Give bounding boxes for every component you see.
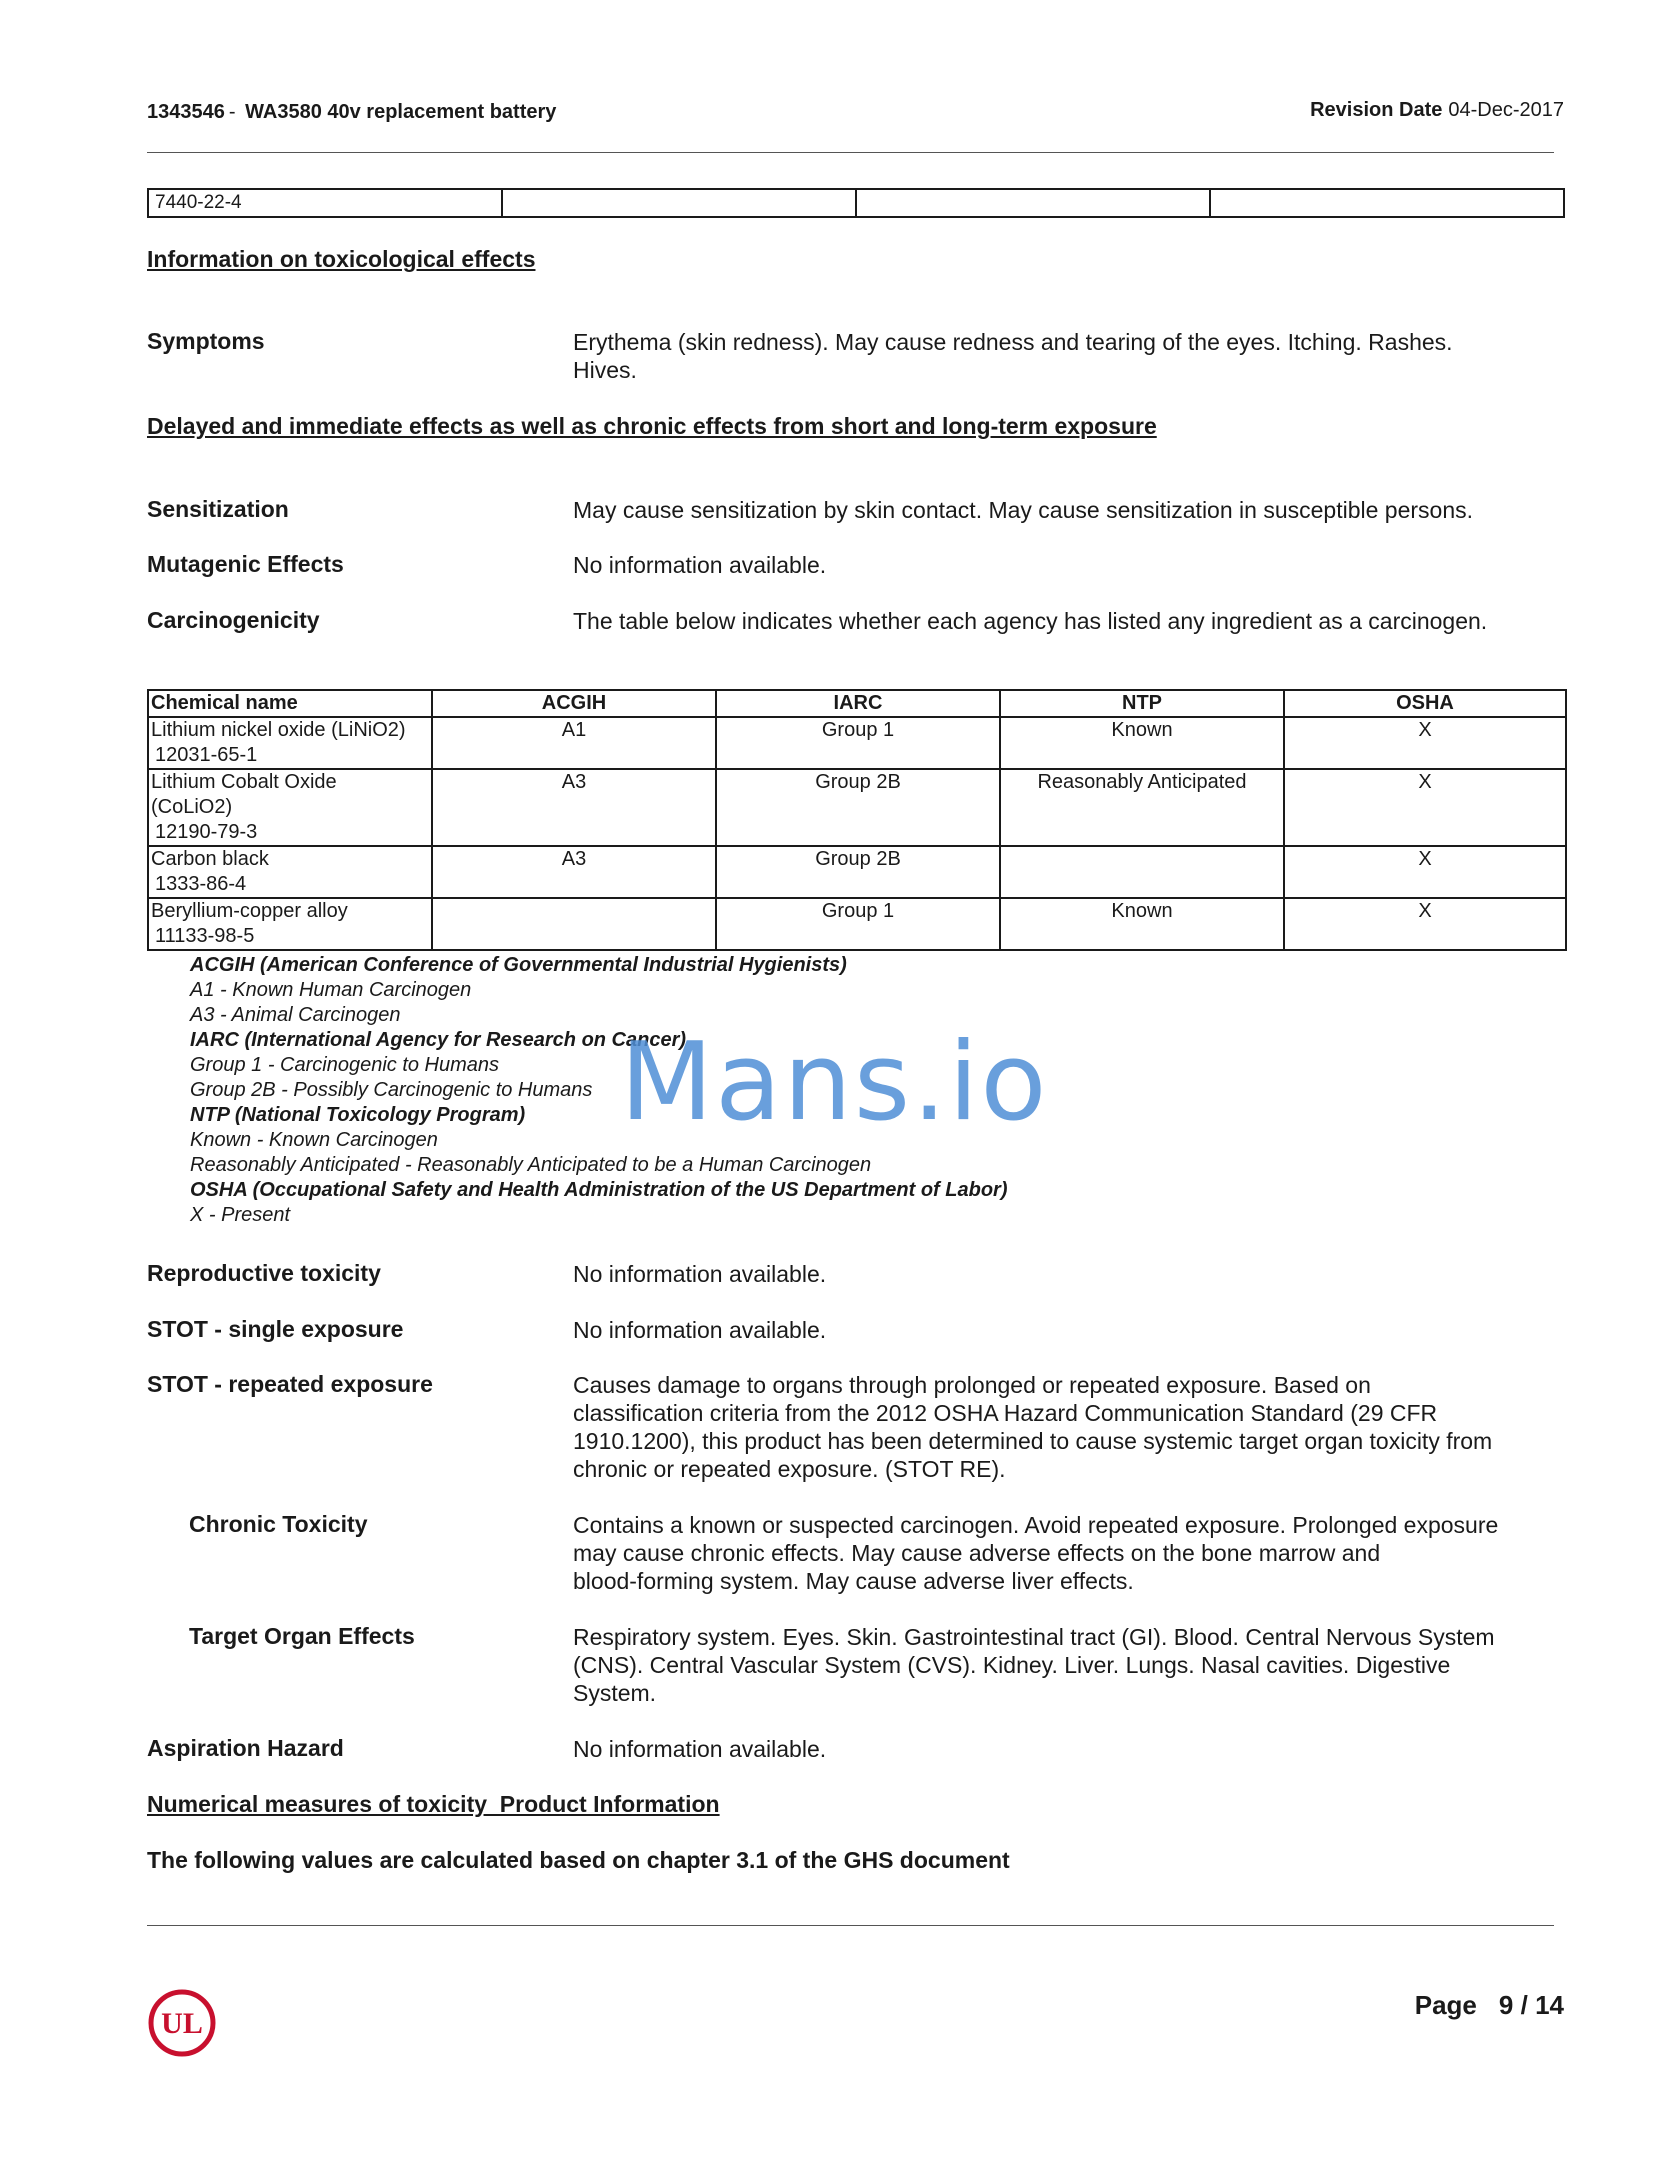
- page-current: 9: [1498, 1990, 1514, 2020]
- legend-osha-x: X - Present: [190, 1204, 291, 1226]
- text-line: System.: [573, 1680, 657, 1706]
- acgih-cell: A3: [432, 846, 716, 898]
- table-cell: 7440-22-4: [148, 189, 502, 217]
- header-product: [147, 101, 556, 124]
- legend-ntp-ra: Reasonably Anticipated - Reasonably Anticipated to be a Human Carcinogen: [190, 1154, 872, 1176]
- revision-date: 04-Dec-2017: [1448, 99, 1564, 121]
- osha-cell: X: [1284, 898, 1566, 950]
- text-line: (CNS). Central Vascular System (CVS). Kidney. Liver. Lungs. Nasal cavities. Digestive: [573, 1652, 1451, 1678]
- chemical-name: Beryllium-copper alloy: [151, 900, 348, 922]
- ul-logo-icon: [147, 1988, 217, 2058]
- stot-repeated-label: STOT - repeated exposure: [147, 1371, 433, 1397]
- aspiration-value: No information available.: [573, 1736, 827, 1762]
- chemical-name-cell: [148, 769, 432, 846]
- table-row: [148, 189, 1564, 217]
- col-header-chemical: Chemical name: [148, 690, 432, 717]
- iarc-cell: Group 2B: [716, 846, 1000, 898]
- header-rule: [147, 152, 1554, 153]
- legend-acgih-a1: A1 - Known Human Carcinogen: [190, 979, 472, 1001]
- ntp-cell: Known: [1000, 717, 1284, 769]
- col-header-ntp: NTP: [1000, 690, 1284, 717]
- ntp-cell: Reasonably Anticipated: [1000, 769, 1284, 846]
- table-header-row: [148, 690, 1566, 717]
- stot-repeated-value: [573, 1371, 1573, 1483]
- iarc-cell: Group 1: [716, 717, 1000, 769]
- legend-ntp-title: NTP (National Toxicology Program): [190, 1104, 526, 1126]
- col-header-acgih: ACGIH: [432, 690, 716, 717]
- page-total: 14: [1535, 1990, 1564, 2020]
- sensitization-label: Sensitization: [147, 496, 289, 522]
- table-cell: [856, 189, 1210, 217]
- carcinogen-table: [147, 689, 1567, 951]
- text-line: may cause chronic effects. May cause adverse effects on the bone marrow and: [573, 1540, 1381, 1566]
- legend-ntp-known: Known - Known Carcinogen: [190, 1129, 438, 1151]
- reproductive-value: No information available.: [573, 1261, 827, 1287]
- stot-single-label: STOT - single exposure: [147, 1316, 404, 1342]
- table-cell: [1210, 189, 1564, 217]
- acgih-cell: A3: [432, 769, 716, 846]
- chemical-name: Carbon black: [151, 848, 269, 870]
- text-line: 1910.1200), this product has been determined to cause systemic target organ toxicity from: [573, 1428, 1493, 1454]
- reproductive-label: Reproductive toxicity: [147, 1260, 381, 1286]
- col-header-iarc: IARC: [716, 690, 1000, 717]
- cas-number: 11133-98-5: [155, 925, 255, 947]
- acgih-cell: A1: [432, 717, 716, 769]
- legend-acgih-a3: A3 - Animal Carcinogen: [190, 1004, 401, 1026]
- cas-number: 1333-86-4: [155, 873, 247, 895]
- table-row: [148, 717, 1566, 769]
- legend-acgih-title: ACGIH (American Conference of Governmental Industrial Hygienists): [190, 954, 847, 976]
- stot-single-value: No information available.: [573, 1317, 827, 1343]
- osha-cell: X: [1284, 717, 1566, 769]
- header-separator: -: [228, 101, 236, 123]
- delayed-effects-heading: Delayed and immediate effects as well as chronic effects from short and long-term exposure: [147, 413, 1157, 439]
- text-line: Respiratory system. Eyes. Skin. Gastrointestinal tract (GI). Blood. Central Nervous System: [573, 1624, 1495, 1650]
- chronic-value: [573, 1511, 1573, 1595]
- osha-cell: X: [1284, 769, 1566, 846]
- target-organ-value: [573, 1623, 1573, 1707]
- chronic-label: Chronic Toxicity: [189, 1511, 368, 1537]
- numerical-measures-heading: Numerical measures of toxicity Product Information: [147, 1791, 720, 1817]
- page-label: Page: [1414, 1990, 1477, 2020]
- chemical-name-cell: [148, 717, 432, 769]
- carcinogenicity-value: The table below indicates whether each agency has listed any ingredient as a carcinogen.: [573, 608, 1488, 634]
- chemical-name-cont: (CoLiO2): [151, 796, 233, 818]
- symptoms-label: Symptoms: [147, 328, 265, 354]
- symptoms-value: [573, 328, 1573, 384]
- text-line: blood-forming system. May cause adverse liver effects.: [573, 1568, 1134, 1594]
- chemical-name-cell: [148, 846, 432, 898]
- sensitization-value: May cause sensitization by skin contact. May cause sensitization in susceptible persons.: [573, 497, 1473, 523]
- table-cell: [502, 189, 856, 217]
- mutagenic-label: Mutagenic Effects: [147, 551, 344, 577]
- chemical-name: Lithium Cobalt Oxide: [151, 771, 337, 793]
- chemical-name-cell: [148, 898, 432, 950]
- revision-label: Revision Date: [1310, 99, 1443, 121]
- osha-cell: X: [1284, 846, 1566, 898]
- ul-logo-text: UL: [161, 2007, 203, 2040]
- chemical-name: Lithium nickel oxide (LiNiO2): [151, 719, 406, 741]
- col-header-osha: OSHA: [1284, 690, 1566, 717]
- product-name: WA3580 40v replacement battery: [245, 101, 557, 123]
- ghs-note: The following values are calculated based on chapter 3.1 of the GHS document: [147, 1847, 1010, 1873]
- cas-number: 12190-79-3: [155, 821, 258, 843]
- watermark: Mans.io: [620, 1020, 1049, 1145]
- cas-number: 12031-65-1: [155, 744, 258, 766]
- ntp-cell: [1000, 846, 1284, 898]
- header-revision: [1310, 99, 1564, 122]
- text-line: Hives.: [573, 357, 637, 383]
- iarc-cell: Group 2B: [716, 769, 1000, 846]
- page-separator: /: [1520, 1990, 1528, 2020]
- text-line: Erythema (skin redness). May cause redness and tearing of the eyes. Itching. Rashes.: [573, 329, 1453, 355]
- carcinogenicity-label: Carcinogenicity: [147, 607, 320, 633]
- page-number: [1415, 1990, 1564, 2021]
- footer-rule: [147, 1925, 1554, 1926]
- tox-effects-heading: Information on toxicological effects: [147, 246, 536, 272]
- table-row: [148, 846, 1566, 898]
- continuation-table: [147, 188, 1565, 218]
- acgih-cell: [432, 898, 716, 950]
- ntp-cell: Known: [1000, 898, 1284, 950]
- mutagenic-value: No information available.: [573, 552, 827, 578]
- table-row: [148, 769, 1566, 846]
- target-organ-label: Target Organ Effects: [189, 1623, 415, 1649]
- aspiration-label: Aspiration Hazard: [147, 1735, 344, 1761]
- legend-osha-title: OSHA (Occupational Safety and Health Administration of the US Department of Labor): [190, 1179, 1008, 1201]
- text-line: Causes damage to organs through prolonged or repeated exposure. Based on: [573, 1372, 1371, 1398]
- iarc-cell: Group 1: [716, 898, 1000, 950]
- text-line: Contains a known or suspected carcinogen. Avoid repeated exposure. Prolonged exposure: [573, 1512, 1499, 1538]
- legend-iarc-title: IARC (International Agency for Research on Cancer): [190, 1029, 687, 1051]
- doc-id: 1343546: [147, 101, 225, 123]
- legend-iarc-g1: Group 1 - Carcinogenic to Humans: [190, 1054, 500, 1076]
- table-row: [148, 898, 1566, 950]
- text-line: chronic or repeated exposure. (STOT RE).: [573, 1456, 1006, 1482]
- legend-iarc-g2b: Group 2B - Possibly Carcinogenic to Humans: [190, 1079, 593, 1101]
- text-line: classification criteria from the 2012 OSHA Hazard Communication Standard (29 CFR: [573, 1400, 1438, 1426]
